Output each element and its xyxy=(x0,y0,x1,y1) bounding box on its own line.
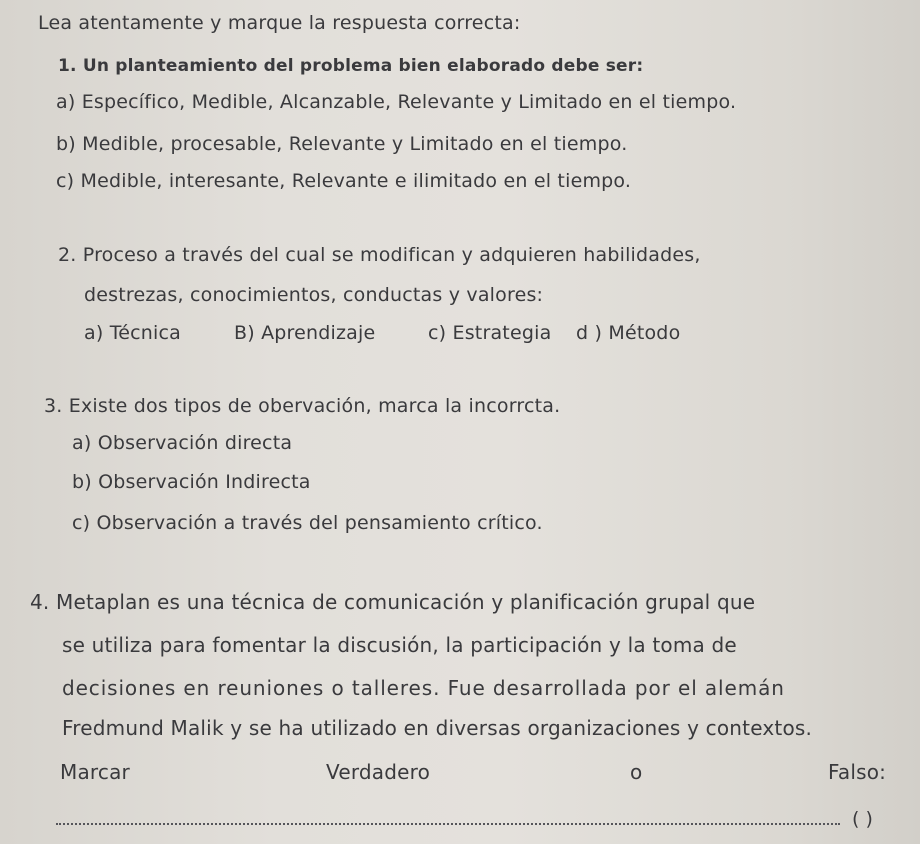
q4-text-line2 xyxy=(62,633,882,657)
q1-option-c[interactable]: c) Medible, interesante, Relevante e ilimitado en el tiempo. xyxy=(56,170,632,192)
q2-option-d[interactable]: d ) Método xyxy=(576,322,681,344)
q4-answer-box[interactable]: ( ) xyxy=(852,808,873,830)
q1-option-b[interactable]: b) Medible, procesable, Relevante y Limitado en el tiempo. xyxy=(56,133,628,155)
q3-option-c[interactable]: c) Observación a través del pensamiento crítico. xyxy=(72,512,543,534)
q1-stem xyxy=(58,56,643,76)
q4-text-line2-content: se utiliza para fomentar la discusión, la participación y la toma de xyxy=(62,633,737,657)
q1-stem-text: Un planteamiento del problema bien elaborado debe ser: xyxy=(82,56,644,76)
q4-or-label: o xyxy=(630,760,643,784)
q4-false-option[interactable]: Falso: xyxy=(828,760,887,784)
q2-stem-line1: 2. Proceso a través del cual se modifican y adquieren habilidades, xyxy=(58,244,701,266)
q3-option-b[interactable]: b) Observación Indirecta xyxy=(72,471,311,493)
q1-option-a[interactable]: a) Específico, Medible, Alcanzable, Relevante y Limitado en el tiempo. xyxy=(56,91,737,113)
q4-text-line3: decisiones en reuniones o talleres. Fue desarrollada por el alemán xyxy=(62,676,785,700)
q2-stem-line2: destrezas, conocimientos, conductas y valores: xyxy=(84,284,544,306)
q4-text-line4: Fredmund Malik y se ha utilizado en diversas organizaciones y contextos. xyxy=(62,716,813,740)
q1-number: 1. xyxy=(58,56,77,76)
q4-true-option[interactable]: Verdadero xyxy=(326,760,431,784)
q4-mark-label: Marcar xyxy=(60,760,130,784)
instruction-text: Lea atentamente y marque la respuesta correcta: xyxy=(38,12,521,34)
q2-option-b[interactable]: B) Aprendizaje xyxy=(234,322,376,344)
q3-option-a[interactable]: a) Observación directa xyxy=(72,432,293,454)
q2-option-c[interactable]: c) Estrategia xyxy=(428,322,552,344)
q4-text-line1: 4. Metaplan es una técnica de comunicación y planificación grupal que xyxy=(30,590,756,614)
q2-option-a[interactable]: a) Técnica xyxy=(84,322,182,344)
q4-answer-line xyxy=(56,823,840,825)
q3-stem: 3. Existe dos tipos de obervación, marca la incorrcta. xyxy=(44,395,561,417)
